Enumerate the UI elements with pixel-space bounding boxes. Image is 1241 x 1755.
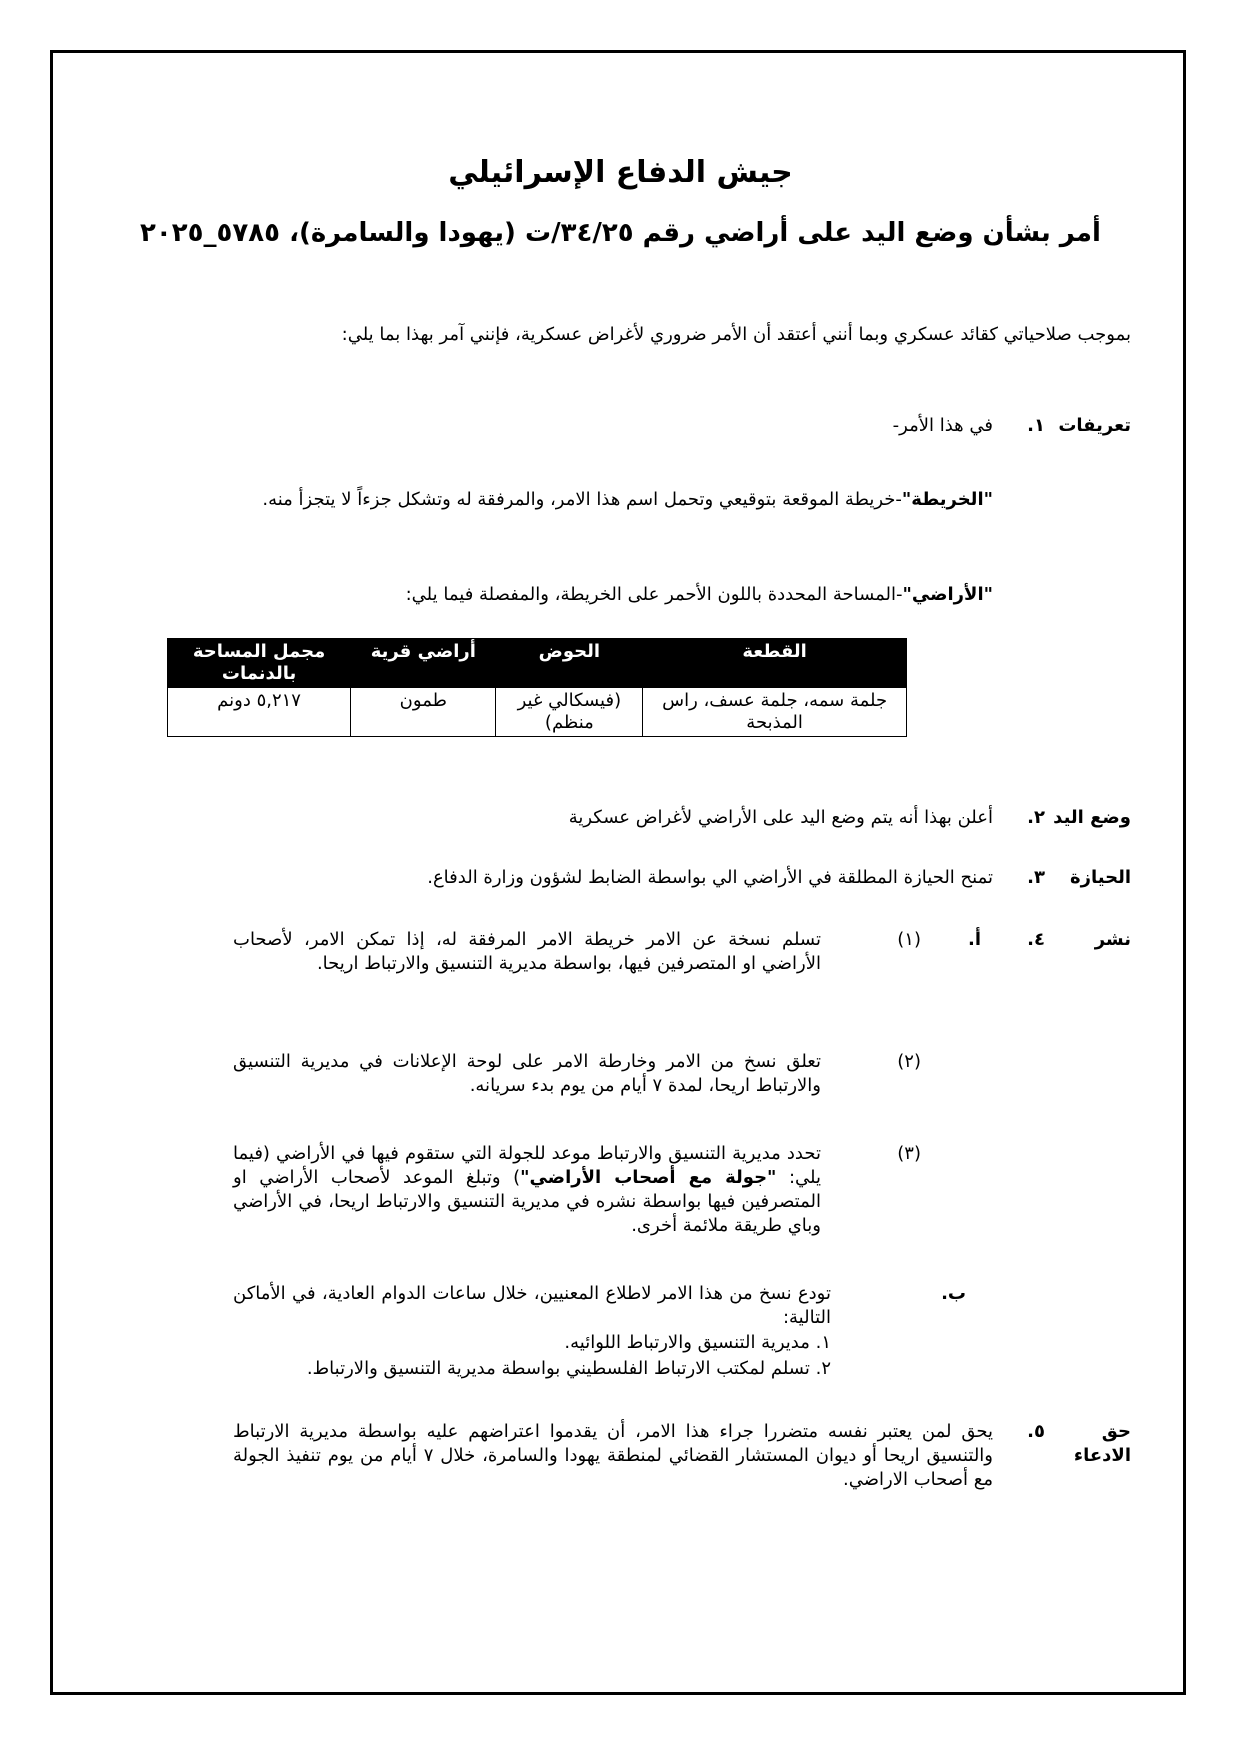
item-a2-number: (٢): [897, 1051, 921, 1072]
table-cell: ٥,٢١٧ دونم: [168, 688, 351, 737]
item-b-list-1: ١. مديرية التنسيق والارتباط اللوائيه.: [564, 1332, 831, 1353]
section-2-number: ٢.: [1027, 807, 1045, 828]
section-2-label: وضع اليد: [1053, 807, 1131, 828]
section-5-label: [1051, 1420, 1131, 1468]
table-row: [168, 688, 907, 737]
item-a2-text: تعلق نسخ من الامر وخارطة الامر على لوحة الإعلانات في مديرية التنسيق والارتباط اريحا، لمدة ٧ أيام من يوم بدء سريانه.: [233, 1051, 821, 1096]
section-5-label-line-1: حق: [1101, 1421, 1131, 1442]
section-3-label: الحيازة: [1070, 867, 1131, 888]
item-a3-text: [233, 1142, 821, 1238]
section-2-text: أعلن بهذا أنه يتم وضع اليد على الأراضي لأغراض عسكرية: [568, 807, 993, 828]
section-5-text: يحق لمن يعتبر نفسه متضررا جراء هذا الامر، أن يقدموا اعتراضهم عليه بواسطة مديرية الارتباط والتنسيق اريحا أو ديوان المستشار القضائي لمنطقة يهودا والسامرة، خلال ٧ أيام من يوم تنفيذ الجولة مع أصحاب الاراضي.: [233, 1421, 993, 1490]
section-5-number: ٥.: [1027, 1421, 1045, 1442]
section-5-label-line-2: الادعاء: [1073, 1445, 1131, 1466]
item-a3-text-before: تحدد مديرية التنسيق والارتباط موعد للجولة التي ستقوم فيها في الأراضي (فيما يلي:: [233, 1143, 821, 1188]
item-a1-number: (١): [897, 929, 921, 950]
section-1-label: تعريفات: [1058, 415, 1131, 436]
table-cell: جلمة سمه، جلمة عسف، راس المذبحة: [643, 688, 907, 737]
map-definition-text: -خريطة الموقعة بتوقيعي وتحمل اسم هذا الامر، والمرفقة له وتشكل جزءاً لا يتجزأ منه.: [262, 489, 902, 510]
section-3-text: تمنح الحيازة المطلقة في الأراضي الي بواسطة الضابط لشؤون وزارة الدفاع.: [427, 867, 993, 888]
map-term: "الخريطة": [901, 489, 993, 510]
section-3-number: ٣.: [1027, 867, 1045, 888]
section-4-letter-b: ب.: [941, 1283, 966, 1304]
section-4-label: نشر: [1094, 929, 1131, 950]
item-a3-number: (٣): [897, 1143, 921, 1164]
item-a3-text-bold: "جولة مع أصحاب الأراضي": [520, 1167, 777, 1188]
land-definition: [233, 583, 993, 607]
table-cell: طمون: [351, 688, 496, 737]
document-title: جيش الدفاع الإسرائيلي: [448, 155, 793, 190]
table-header-cell: الحوض: [496, 639, 643, 688]
table-header-row: [168, 639, 907, 688]
item-a3-text-after: ) وتبلغ الموعد لأصحاب الأراضي او المتصرفين فيها بواسطة نشره في مديرية التنسيق والارتباط اريحا، في الأراضي وباي طريقة ملائمة أخرى.: [233, 1167, 821, 1236]
section-4-number: ٤.: [1027, 929, 1045, 950]
table-header-cell: القطعة: [643, 639, 907, 688]
table-cell: (فيسكالي غير منظم): [496, 688, 643, 737]
parcels-table: [167, 638, 907, 737]
section-4-letter-a: أ.: [967, 929, 981, 950]
item-a1-text: تسلم نسخة عن الامر خريطة الامر المرفقة له، إذا تمكن الامر، لأصحاب الأراضي او المتصرفين فيها، بواسطة مديرية التنسيق والارتباط اريحا.: [233, 929, 821, 974]
item-b-list-2: ٢. تسلم لمكتب الارتباط الفلسطيني بواسطة مديرية التنسيق والارتباط.: [306, 1358, 831, 1379]
land-term: "الأراضي": [902, 584, 993, 605]
map-definition: [233, 488, 993, 512]
intro-paragraph: بموجب صلاحياتي كقائد عسكري وبما أنني أعتقد أن الأمر ضروري لأغراض عسكرية، فإنني آمر بهذا بما يلي:: [341, 324, 1131, 345]
order-title: أمر بشأن وضع اليد على أراضي رقم ٣٤/٢٥/ت (يهودا والسامرة)، ٥٧٨٥_٢٠٢٥: [140, 218, 1101, 248]
section-1-number: ١.: [1027, 415, 1045, 436]
item-b-text: تودع نسخ من هذا الامر لاطلاع المعنيين، خلال ساعات الدوام العادية، في الأماكن التالية:: [233, 1283, 831, 1328]
land-definition-text: -المساحة المحددة باللون الأحمر على الخريطة، والمفصلة فيما يلي:: [405, 584, 903, 605]
table-header-cell: أراضي قرية: [351, 639, 496, 688]
section-1-text: في هذا الأمر-: [892, 415, 993, 436]
table-header-cell: مجمل المساحة بالدنمات: [168, 639, 351, 688]
